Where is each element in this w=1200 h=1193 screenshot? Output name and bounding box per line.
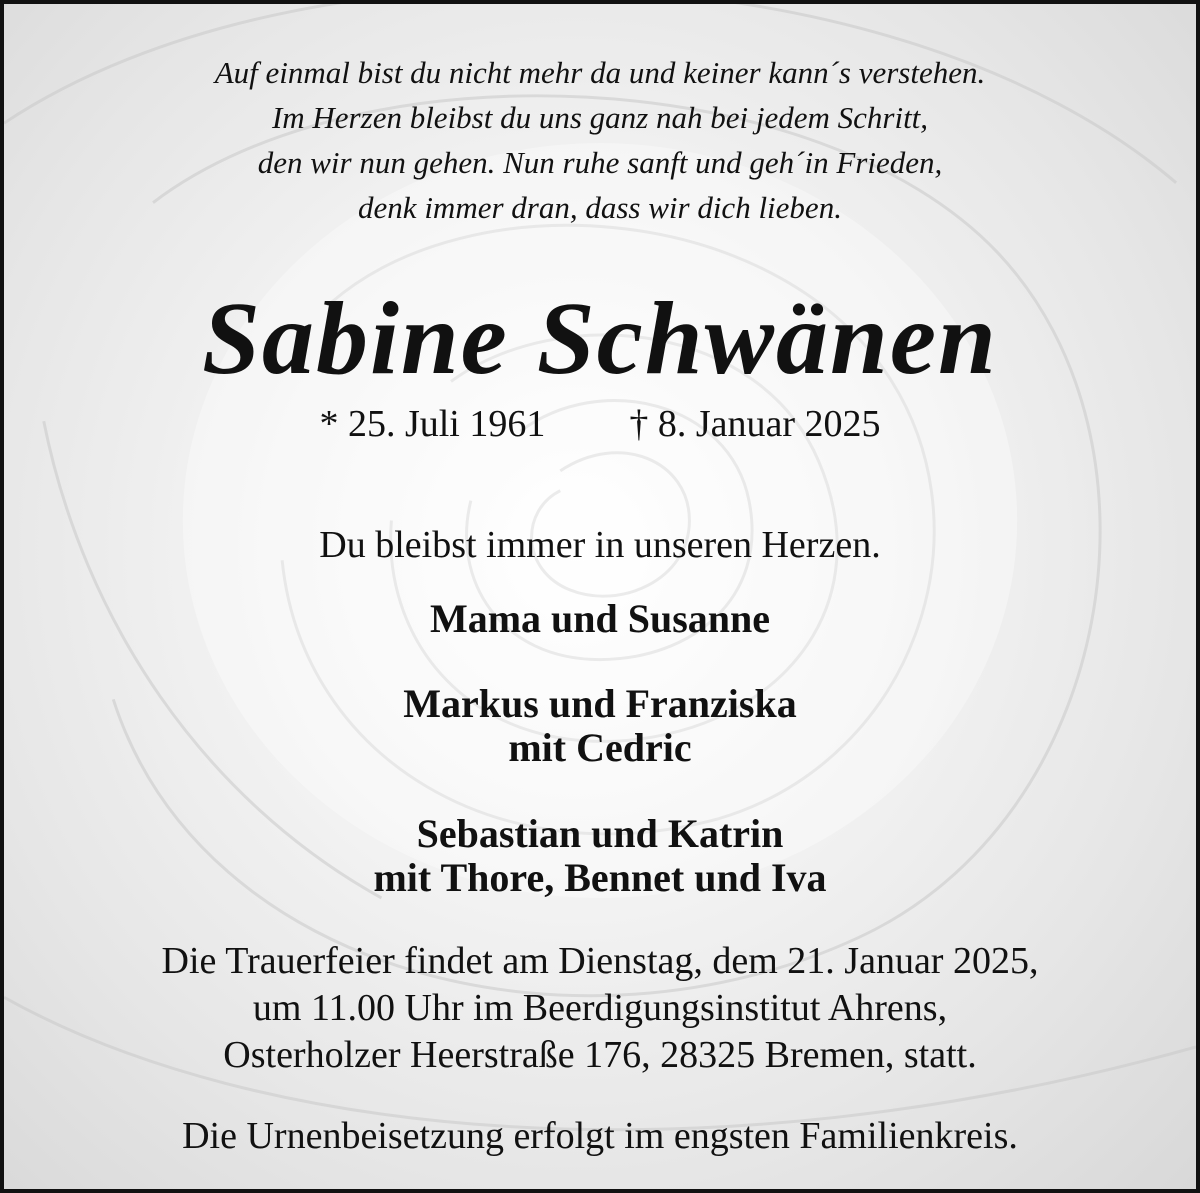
birth-date: * 25. Juli 1961 xyxy=(319,403,546,445)
family-line: mit Cedric xyxy=(508,725,692,770)
family-line: Markus und Franziska xyxy=(403,681,797,726)
memorial-verse xyxy=(4,50,1196,230)
verse-line: Auf einmal bist du nicht mehr da und keiner kann´s verstehen. xyxy=(214,55,986,90)
ceremony-line: Osterholzer Heerstraße 176, 28325 Bremen, statt. xyxy=(223,1034,977,1076)
ceremony-line: um 11.00 Uhr im Beerdigungsinstitut Ahrens, xyxy=(252,987,948,1029)
obituary-content xyxy=(4,4,1196,1189)
life-dates xyxy=(4,400,1196,448)
family-group xyxy=(4,812,1196,900)
family-group xyxy=(4,597,1196,641)
family-line: mit Thore, Bennet und Iva xyxy=(373,855,827,900)
verse-line: den wir nun gehen. Nun ruhe sanft und geh´in Frieden, xyxy=(257,145,943,180)
family-line: Mama und Susanne xyxy=(429,596,771,641)
ceremony-line: Die Trauerfeier findet am Dienstag, dem 21. Januar 2025, xyxy=(161,940,1039,982)
urn-burial-note: Die Urnenbeisetzung erfolgt im engsten Familienkreis. xyxy=(182,1115,1018,1157)
funeral-ceremony-info xyxy=(4,938,1196,1079)
remembrance-message: Du bleibst immer in unseren Herzen. xyxy=(319,524,881,566)
family-line: Sebastian und Katrin xyxy=(416,811,784,856)
family-group xyxy=(4,682,1196,770)
deceased-name: Sabine Schwänen xyxy=(202,281,998,396)
verse-line: denk immer dran, dass wir dich lieben. xyxy=(358,190,842,225)
death-date: † 8. Januar 2025 xyxy=(629,403,881,445)
verse-line: Im Herzen bleibst du uns ganz nah bei jedem Schritt, xyxy=(271,100,929,135)
